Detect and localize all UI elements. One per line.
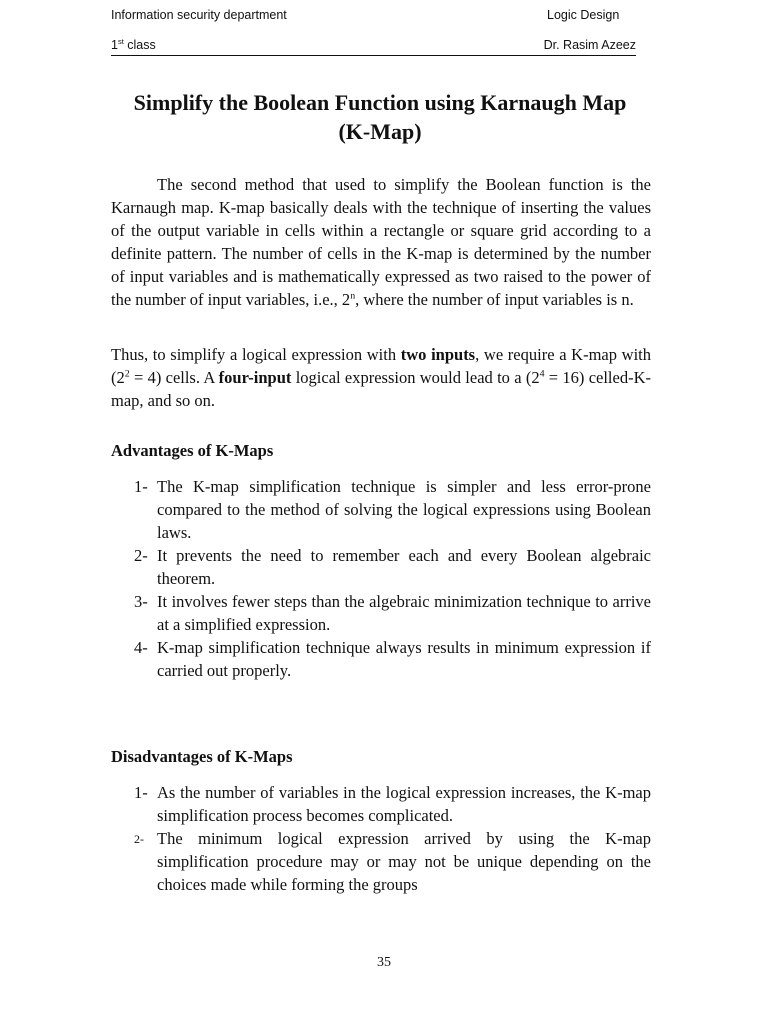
header-course: Logic Design — [547, 8, 620, 22]
class-superscript: st — [117, 36, 124, 46]
title-line-2: (K-Map) — [338, 119, 422, 144]
advantages-heading: Advantages of K-Maps — [111, 441, 274, 460]
p2-f: = 16) celled-K-map, and so on. — [111, 367, 651, 410]
list-item — [111, 590, 651, 636]
p2-sup-2: 4 — [539, 368, 545, 379]
header-department: Information security department — [111, 8, 287, 22]
list-item — [111, 544, 651, 590]
item-number: 1- — [134, 783, 148, 802]
p2-bold-four-input: four-input — [218, 367, 292, 387]
intro-paragraph-2 — [111, 343, 651, 412]
item-text: It prevents the need to remember each and every Boolean algebraic theorem. — [157, 546, 651, 588]
advantages-list — [111, 475, 651, 682]
p2-sup-1: 2 — [124, 368, 130, 379]
p2-e: logical expression would lead to a (2 — [291, 367, 540, 387]
header-rule-row — [111, 38, 636, 56]
p2-a: Thus, to simplify a logical expression with — [111, 344, 401, 364]
item-number: 3- — [134, 592, 148, 611]
p2-c: , we require a K-map with (2 — [111, 344, 651, 387]
item-text: K-map simplification technique always results in minimum expression if carried out properly. — [157, 638, 651, 680]
item-text: The minimum logical expression arrived by using the K-map simplification procedure may or may not be unique depending on the choices made while forming the groups — [157, 829, 651, 894]
list-item — [111, 636, 651, 682]
disadvantages-list — [111, 781, 651, 896]
title-line-1: Simplify the Boolean Function using Karnaugh Map — [133, 90, 627, 115]
item-text: It involves fewer steps than the algebraic minimization technique to arrive at a simplified expression. — [157, 592, 651, 634]
item-number: 2- — [134, 832, 144, 846]
item-number: 4- — [134, 638, 148, 657]
header-class — [111, 38, 156, 52]
page-number: 35 — [377, 955, 391, 970]
header-author: Dr. Rasim Azeez — [543, 38, 636, 52]
list-item — [111, 827, 651, 896]
item-number: 2- — [134, 546, 148, 565]
item-number: 1- — [134, 477, 148, 496]
p2-bold-two-inputs: two inputs — [400, 344, 476, 364]
list-item — [111, 781, 651, 827]
p1-text: The second method that used to simplify the Boolean function is the Karnaugh map. K-map basically deals with the technique of inserting the values of the output variable in cells within a rectangle or square grid according to a definite pattern. The number of cells in the K-map is determined by the number of input variables and is mathematically expressed as two raised to the power of the number of input variables, i.e., 2 — [111, 174, 651, 309]
disadvantages-heading: Disadvantages of K-Maps — [111, 747, 293, 766]
item-text: As the number of variables in the logical expression increases, the K-map simplification process becomes complicated. — [157, 783, 651, 825]
page-title — [100, 88, 660, 146]
class-number: 1 — [111, 38, 118, 52]
item-text: The K-map simplification technique is simpler and less error-prone compared to the method of solving the logical expressions using Boolean laws. — [157, 477, 651, 542]
p1-tail: , where the number of input variables is n. — [355, 289, 634, 309]
class-word: class — [123, 38, 156, 52]
p2-d: = 4) cells. A — [129, 367, 219, 387]
intro-paragraph-1 — [111, 173, 651, 311]
list-item — [111, 475, 651, 544]
p1-sup: n — [350, 290, 356, 301]
